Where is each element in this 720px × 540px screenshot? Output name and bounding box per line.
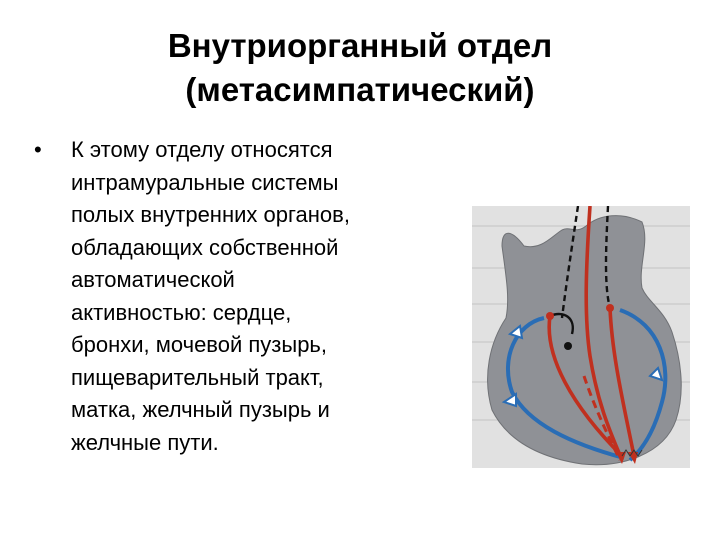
title-line-2: (метасимпатический) — [185, 71, 535, 108]
bullet-line: желчные пути. — [71, 429, 219, 455]
bullet-line: автоматической — [71, 267, 235, 292]
bullet-line: бронхи, мочевой пузырь, — [71, 332, 328, 357]
bullet-line: пищеварительный тракт, — [71, 364, 324, 390]
bullet-line: полых внутренних органов, — [71, 202, 350, 227]
bullet-line: обладающих собственной — [71, 234, 339, 260]
bullet-line: К этому отделу относятся — [71, 137, 333, 162]
title-line-1: Внутриорганный отдел — [167, 27, 553, 64]
bullet-marker: • — [34, 137, 42, 162]
bullet-line: интрамуральные системы — [71, 169, 339, 195]
slide-title — [40, 24, 680, 112]
bullet-line: матка, желчный пузырь и — [71, 397, 330, 422]
heart-innervation-diagram — [472, 206, 690, 468]
ganglion-node — [564, 342, 572, 350]
bullet-line: активностью: сердце, — [71, 299, 292, 325]
bullet-text — [71, 134, 350, 459]
